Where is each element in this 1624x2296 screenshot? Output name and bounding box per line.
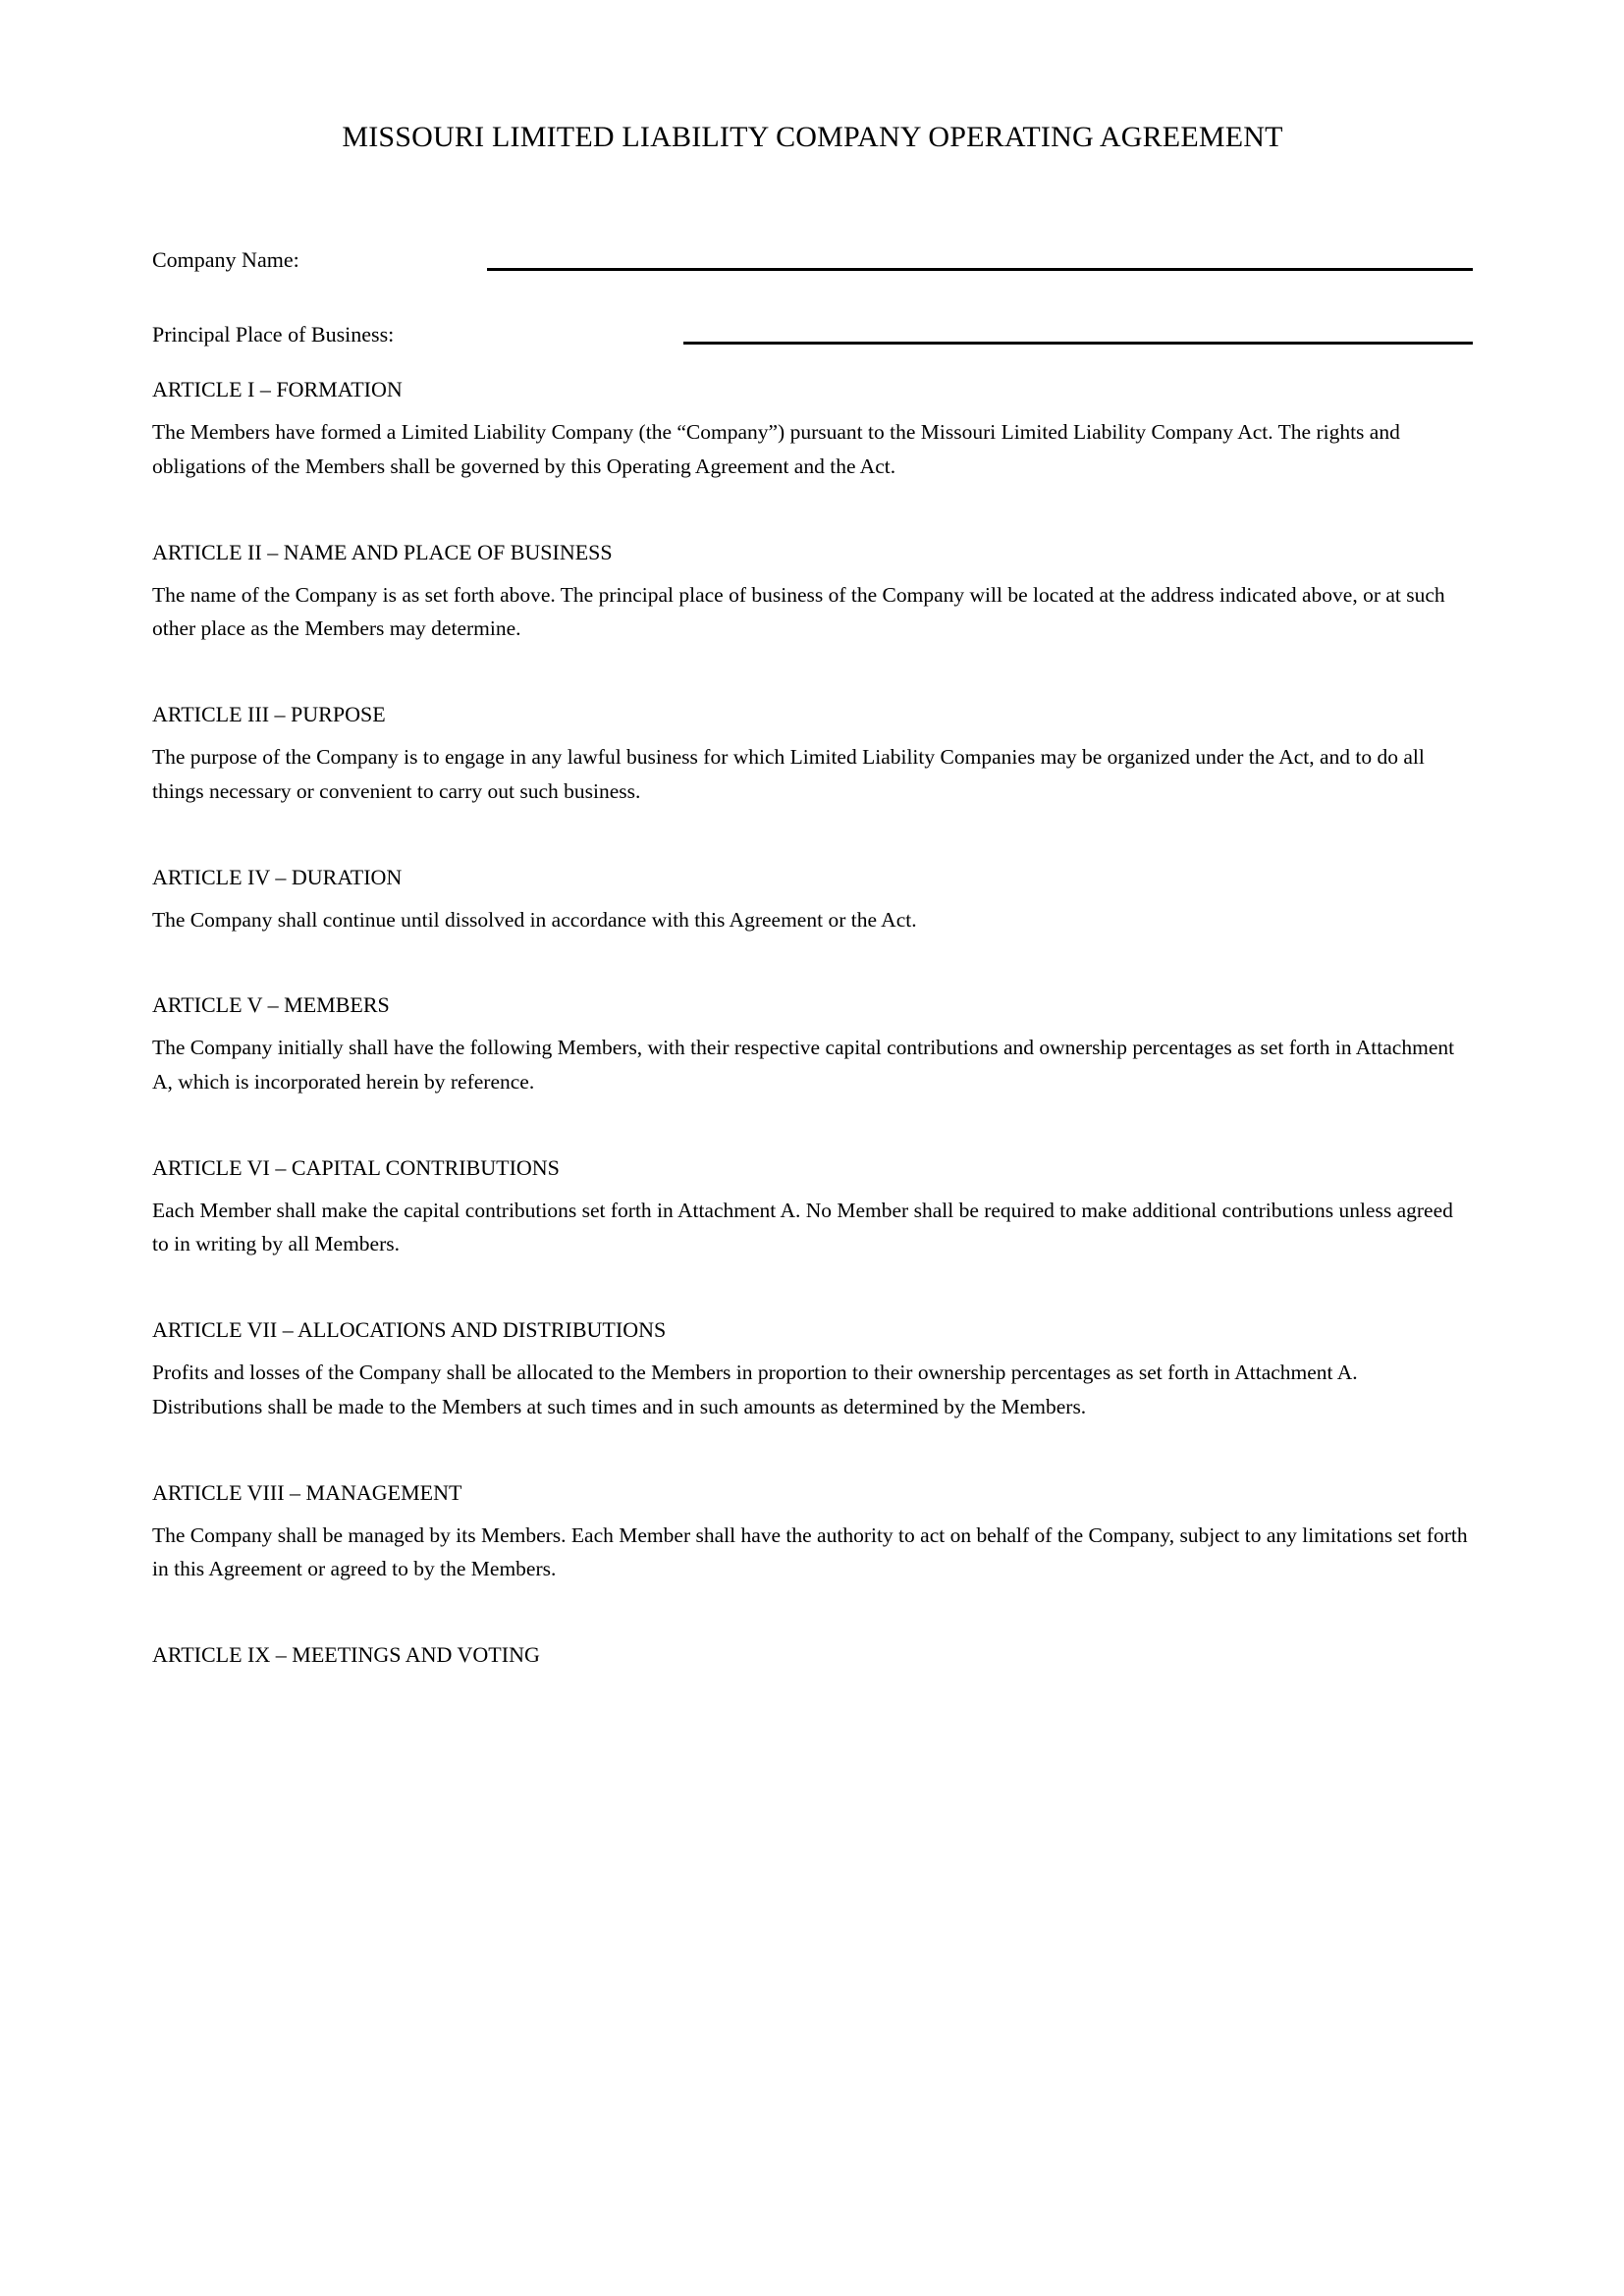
article-section-1 (152, 375, 1473, 483)
article-section-7 (152, 1315, 1473, 1423)
article-body-8: The Company shall be managed by its Members. Each Member shall have the authority to act on behalf of the Company, subject to any limitations set forth in this Agreement or agreed to by the Members. (152, 1522, 1468, 1581)
article-body-3: The purpose of the Company is to engage in any lawful business for which Limited Liability Companies may be organized under the Act, and to do all things necessary or convenient to carry out such business. (152, 745, 1425, 803)
company-name-label: Company Name: (152, 247, 299, 272)
article-body-4: The Company shall continue until dissolved in accordance with this Agreement or the Act. (152, 907, 917, 932)
article-section-9 (152, 1640, 1473, 1671)
article-body-6: Each Member shall make the capital contributions set forth in Attachment A. No Member shall be required to make additional contributions unless agreed to in writing by all Members. (152, 1198, 1453, 1256)
principal-place-label: Principal Place of Business: (152, 321, 395, 347)
principal-place-field-row (152, 320, 1473, 349)
company-name-field-row (152, 245, 1473, 275)
article-heading-1: ARTICLE I – FORMATION (152, 377, 403, 402)
page-title: MISSOURI LIMITED LIABILITY COMPANY OPERATING AGREEMENT (342, 121, 1283, 153)
article-heading-5: ARTICLE V – MEMBERS (152, 992, 390, 1018)
article-body-2: The name of the Company is as set forth above. The principal place of business of the Company will be located at the address indicated above, or at such other place as the Members may determine. (152, 582, 1445, 641)
company-name-input[interactable] (487, 267, 1473, 271)
article-section-5 (152, 990, 1473, 1098)
article-heading-2: ARTICLE II – NAME AND PLACE OF BUSINESS (152, 539, 613, 564)
article-heading-9: ARTICLE IX – MEETINGS AND VOTING (152, 1642, 540, 1668)
document-content (152, 0, 1473, 1681)
article-heading-4: ARTICLE IV – DURATION (152, 864, 403, 889)
article-heading-8: ARTICLE VIII – MANAGEMENT (152, 1479, 462, 1505)
principal-place-input[interactable] (683, 341, 1473, 345)
article-heading-3: ARTICLE III – PURPOSE (152, 702, 386, 727)
article-body-7: Profits and losses of the Company shall be allocated to the Members in proportion to their ownership percentages as set forth in Attachment A. Distributions shall be made to the Members at such times and in such amounts as determined by the Members. (152, 1361, 1358, 1418)
article-body-1: The Members have formed a Limited Liability Company (the “Company”) pursuant to the Missouri Limited Liability Company Act. The rights and obligations of the Members shall be governed by this Operating Agreement and the Act. (152, 420, 1400, 478)
article-section-4 (152, 863, 1473, 937)
article-section-6 (152, 1153, 1473, 1261)
article-section-8 (152, 1478, 1473, 1586)
article-heading-6: ARTICLE VI – CAPITAL CONTRIBUTIONS (152, 1154, 560, 1180)
article-heading-7: ARTICLE VII – ALLOCATIONS AND DISTRIBUTIONS (152, 1317, 667, 1343)
article-body-5: The Company initially shall have the following Members, with their respective capital contributions and ownership percentages as set forth in Attachment A, which is incorporated herein by reference. (152, 1036, 1455, 1094)
article-section-2 (152, 538, 1473, 646)
article-section-3 (152, 700, 1473, 808)
